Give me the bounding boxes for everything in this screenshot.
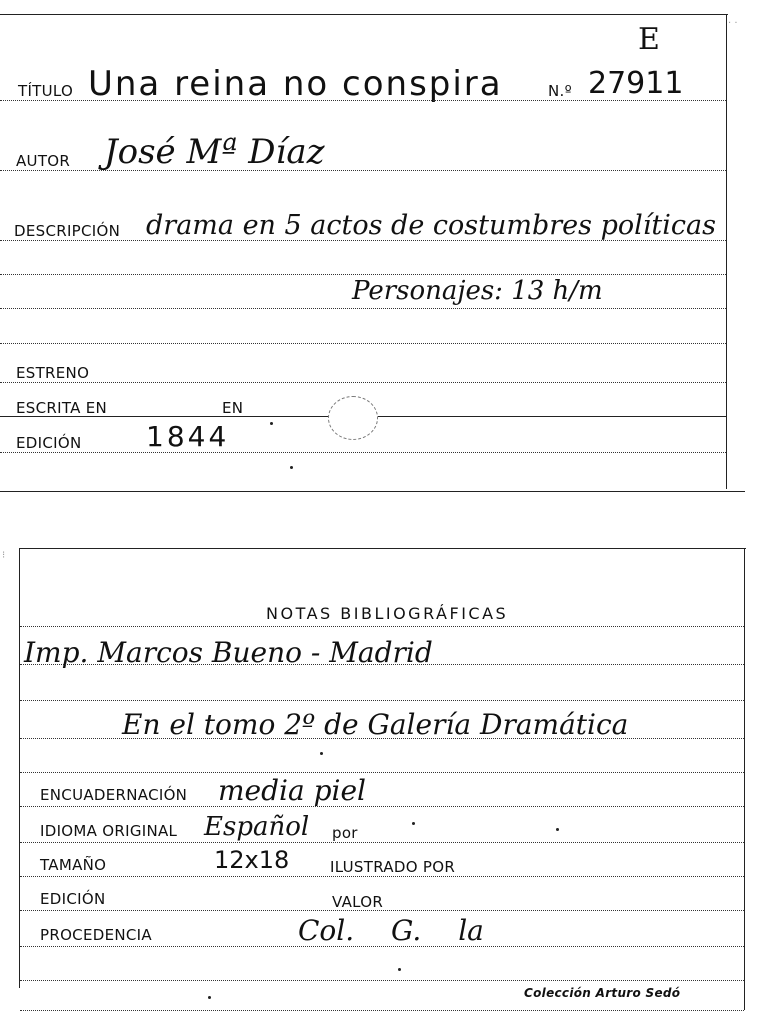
rule-tamano <box>20 876 744 877</box>
autor-label: AUTOR <box>16 152 71 170</box>
ink-dot-3 <box>320 752 323 755</box>
corner-speck: · · <box>728 18 738 29</box>
rule-last <box>20 980 744 981</box>
rule-blank-2 <box>0 308 726 309</box>
edicion-label-top: EDICIÓN <box>16 434 82 452</box>
encuadernacion-label: ENCUADERNACIÓN <box>40 786 188 804</box>
autor-value: José Mª Díaz <box>104 132 325 172</box>
note-line2: En el tomo 2º de Galería Dramática <box>122 708 629 741</box>
escrita-label: ESCRITA EN <box>16 399 108 417</box>
ilustrado-label: ILUSTRADO POR <box>330 858 456 876</box>
descripcion-label: DESCRIPCIÓN <box>14 222 121 240</box>
card-bottom-border-top <box>20 548 746 549</box>
descripcion-extra: Personajes: 13 h/m <box>352 276 603 306</box>
tamano-value: 12x18 <box>214 846 290 874</box>
rule-estreno <box>0 382 726 383</box>
descripcion-value: drama en 5 actos de costumbres políticas <box>146 210 716 241</box>
ink-dot-2 <box>290 466 293 469</box>
numero-label: N.º <box>548 82 572 100</box>
estreno-label: ESTRENO <box>16 364 90 382</box>
corner-mark: E <box>638 22 660 57</box>
rule-titulo <box>0 100 726 101</box>
rule-edicion-bottom <box>20 910 744 911</box>
rule-procedencia <box>20 946 744 947</box>
card-bottom-speck: ⁝ <box>2 550 6 561</box>
ink-dot-6 <box>398 968 401 971</box>
punch-hole <box>328 396 378 440</box>
edicion-label-bottom: EDICIÓN <box>40 890 106 908</box>
rule-autor <box>0 170 726 171</box>
rule-encuadernacion <box>20 806 744 807</box>
valor-label: VALOR <box>332 893 384 911</box>
rule-heading <box>20 626 744 627</box>
rule-idioma <box>20 842 744 843</box>
tamano-label: TAMAÑO <box>40 856 107 874</box>
edicion-value-top: 1844 <box>146 420 230 453</box>
card-top-border-bottom <box>0 491 745 492</box>
rule-note1b <box>20 700 744 701</box>
note-line1: Imp. Marcos Bueno - Madrid <box>24 636 433 669</box>
card-top-border-top <box>0 14 728 15</box>
ink-dot-7 <box>208 996 211 999</box>
idioma-value: Español <box>204 812 310 842</box>
ink-dot-1 <box>270 422 273 425</box>
encuadernacion-value: media piel <box>218 774 366 807</box>
idioma-label: IDIOMA ORIGINAL <box>40 822 178 840</box>
rule-edicion-top <box>0 452 726 453</box>
rule-note1 <box>20 664 744 665</box>
rule-blank-3 <box>0 343 726 344</box>
rule-footer <box>20 1010 744 1011</box>
procedencia-label: PROCEDENCIA <box>40 926 152 944</box>
titulo-label: TÍTULO <box>18 82 74 100</box>
card-top-border-right <box>726 14 727 489</box>
coleccion-footer: Colección Arturo Sedó <box>524 986 681 1000</box>
card-bottom-border-left <box>19 548 20 988</box>
titulo-value: Una reina no conspira <box>88 64 503 104</box>
ink-dot-5 <box>556 828 559 831</box>
ink-dot-4 <box>412 822 415 825</box>
rule-descripcion <box>0 240 726 241</box>
notas-heading: NOTAS BIBLIOGRÁFICAS <box>266 604 509 623</box>
rule-note2 <box>20 738 744 739</box>
numero-value: 27911 <box>588 66 684 101</box>
por-label: por <box>332 824 358 842</box>
rule-blank-1 <box>0 274 726 275</box>
procedencia-value: Col. G. la <box>298 914 484 947</box>
rule-note3 <box>20 772 744 773</box>
card-bottom-border-right <box>744 548 745 1010</box>
en-label: EN <box>222 399 244 417</box>
